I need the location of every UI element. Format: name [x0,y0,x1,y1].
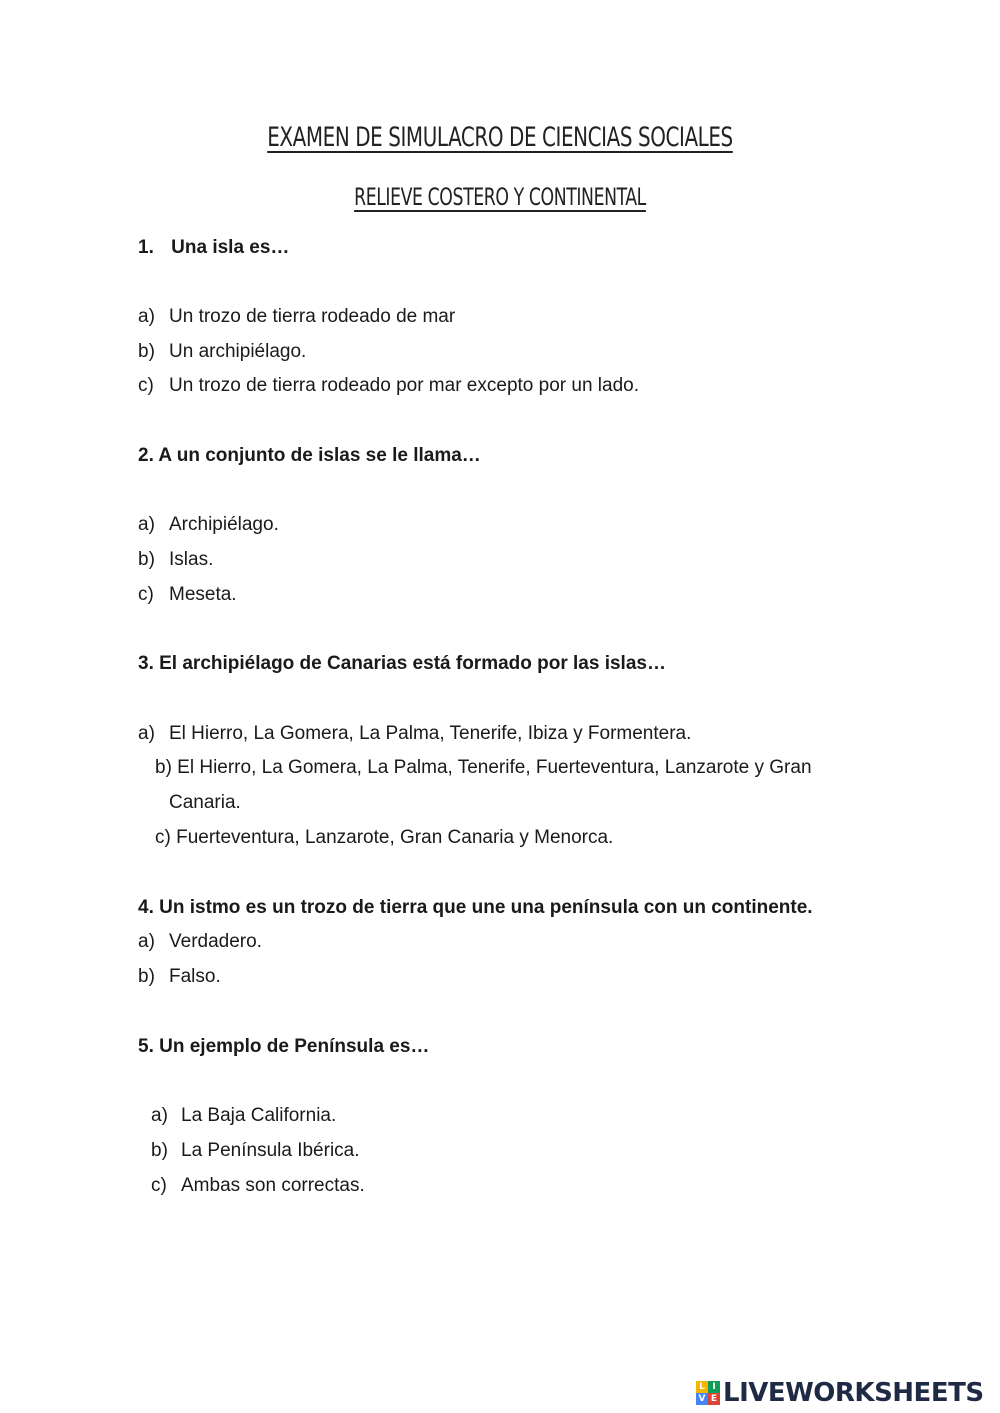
question-5-option-b[interactable] [151,1140,360,1162]
question-3-text: 3. El archipiélago de Canarias está formado por las islas… [138,653,666,674]
option-marker: a) [151,1105,168,1126]
question-4-text: 4. Un istmo es un trozo de tierra que une una península con un continente. [138,897,813,918]
question-3-option-c[interactable]: c) Fuerteventura, Lanzarote, Gran Canaria y Menorca. [155,827,614,848]
question-2-option-a[interactable] [138,514,279,536]
question-5-text: 5. Un ejemplo de Península es… [138,1036,430,1057]
option-text: La Baja California. [181,1105,337,1126]
option-marker: c) [138,375,154,396]
option-text: El Hierro, La Gomera, La Palma, Tenerife, Ibiza y Formentera. [169,723,692,744]
option-marker: a) [138,514,155,535]
option-text: Archipiélago. [169,514,279,535]
option-text: Falso. [169,966,221,987]
option-text: Ambas son correctas. [181,1175,365,1196]
question-3-option-b-line-2[interactable]: Canaria. [169,792,241,813]
question-3-option-b-line-1[interactable]: b) El Hierro, La Gomera, La Palma, Tenerife, Fuerteventura, Lanzarote y Gran [155,757,812,778]
option-text: Un trozo de tierra rodeado de mar [169,306,456,327]
option-text: Islas. [169,549,214,570]
question-4-option-a[interactable] [138,931,262,953]
question-5-option-a[interactable] [151,1105,336,1127]
question-2-option-c[interactable] [138,584,237,606]
question-1-option-b[interactable] [138,341,306,363]
option-marker: a) [138,306,155,327]
option-marker: c) [151,1175,167,1196]
page-title: EXAMEN DE SIMULACRO DE CIENCIAS SOCIALES [267,122,733,153]
option-marker: b) [151,1140,168,1161]
question-4-option-b[interactable] [138,966,221,988]
option-text: Un archipiélago. [169,341,307,362]
question-2-text: 2. A un conjunto de islas se le llama… [138,445,481,466]
option-marker: b) [138,966,155,987]
option-marker: a) [138,723,155,744]
question-1 [138,237,289,259]
liveworksheets-wordmark: LIVEWORKSHEETS [723,1378,984,1408]
question-1-number: 1. [138,237,154,258]
option-marker: b) [138,549,155,570]
liveworksheets-icon: L I V E [696,1381,720,1405]
question-5-option-c[interactable] [151,1175,365,1197]
option-text: Meseta. [169,584,237,605]
page-subtitle: RELIEVE COSTERO Y CONTINENTAL [354,183,646,211]
option-marker: b) [138,341,155,362]
liveworksheets-logo [696,1378,984,1408]
question-2-option-b[interactable] [138,549,213,571]
question-1-option-a[interactable] [138,306,455,328]
option-text: Un trozo de tierra rodeado por mar excepto por un lado. [169,375,639,396]
question-3-option-a[interactable] [138,723,691,745]
option-marker: a) [138,931,155,952]
option-marker: c) [138,584,154,605]
option-text: Verdadero. [169,931,262,952]
question-1-option-c[interactable] [138,375,639,397]
question-1-text: Una isla es… [171,237,290,258]
option-text: La Península Ibérica. [181,1140,360,1161]
